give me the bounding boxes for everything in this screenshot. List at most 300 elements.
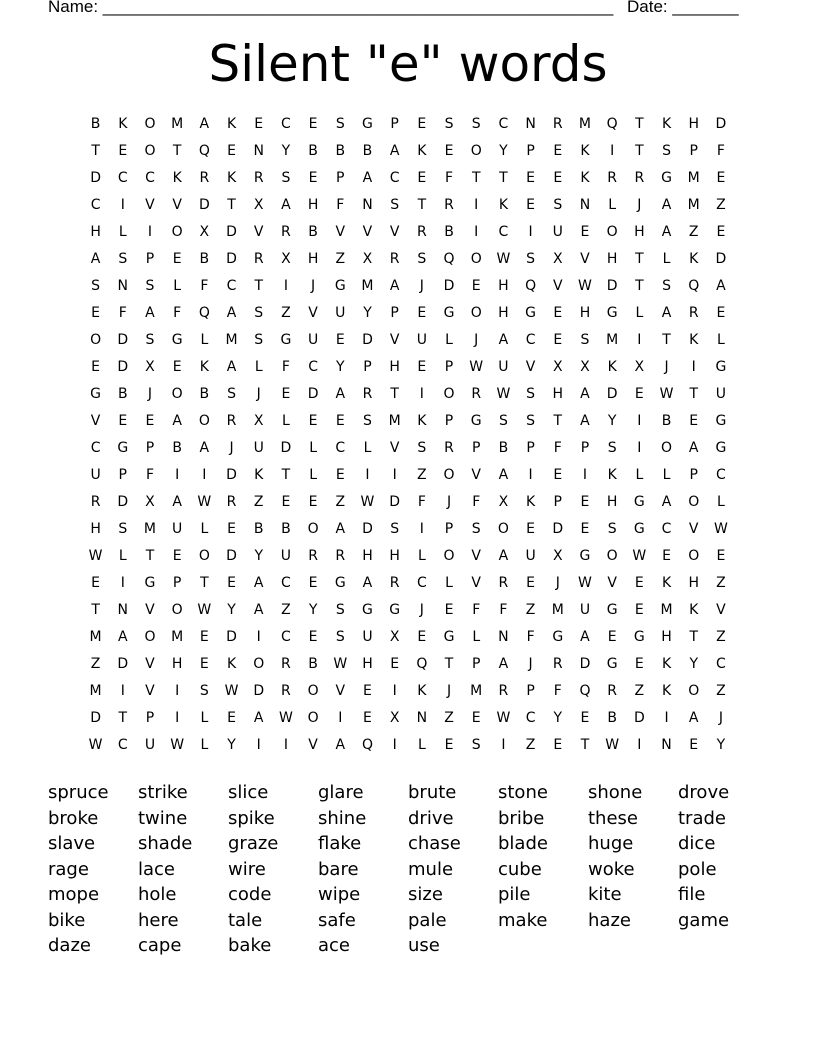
- grid-letter[interactable]: I: [202, 467, 207, 483]
- grid-letter[interactable]: G: [443, 629, 455, 645]
- grid-letter[interactable]: V: [172, 197, 182, 213]
- grid-letter[interactable]: Y: [689, 656, 698, 672]
- grid-letter[interactable]: C: [416, 575, 427, 591]
- grid-letter[interactable]: O: [307, 521, 319, 537]
- grid-letter[interactable]: J: [229, 440, 234, 456]
- grid-letter[interactable]: W: [578, 575, 592, 591]
- grid-letter[interactable]: I: [637, 440, 642, 456]
- grid-letter[interactable]: R: [226, 413, 237, 429]
- grid-letter[interactable]: H: [552, 386, 564, 402]
- grid-letter[interactable]: Z: [253, 494, 264, 510]
- grid-letter[interactable]: L: [472, 629, 481, 645]
- grid-letter[interactable]: E: [281, 494, 291, 510]
- grid-letter[interactable]: G: [171, 332, 183, 348]
- grid-letter[interactable]: Z: [525, 737, 536, 753]
- grid-letter[interactable]: G: [633, 629, 645, 645]
- grid-letter[interactable]: G: [362, 602, 373, 618]
- grid-letter[interactable]: R: [444, 197, 454, 213]
- grid-letter[interactable]: M: [606, 332, 619, 348]
- grid-letter[interactable]: I: [474, 197, 479, 213]
- grid-letter[interactable]: D: [90, 170, 101, 186]
- grid-letter[interactable]: D: [226, 224, 237, 240]
- grid-letter[interactable]: P: [689, 467, 698, 483]
- grid-letter[interactable]: U: [498, 359, 509, 375]
- grid-letter[interactable]: K: [526, 494, 536, 510]
- grid-letter[interactable]: I: [501, 737, 506, 753]
- grid-letter[interactable]: D: [633, 710, 645, 726]
- grid-letter[interactable]: K: [580, 143, 590, 159]
- grid-letter[interactable]: N: [253, 143, 264, 159]
- grid-letter[interactable]: E: [118, 413, 128, 429]
- grid-letter[interactable]: T: [417, 197, 427, 213]
- grid-letter[interactable]: P: [580, 440, 590, 456]
- grid-letter[interactable]: O: [688, 548, 700, 564]
- grid-letter[interactable]: R: [308, 548, 318, 564]
- grid-letter[interactable]: H: [634, 224, 645, 240]
- grid-letter[interactable]: E: [118, 143, 128, 159]
- grid-letter[interactable]: E: [172, 548, 182, 564]
- grid-letter[interactable]: X: [389, 629, 400, 645]
- grid-letter[interactable]: R: [634, 170, 645, 186]
- grid-letter[interactable]: N: [362, 197, 373, 213]
- grid-letter[interactable]: L: [173, 278, 182, 294]
- grid-letter[interactable]: R: [335, 548, 346, 564]
- grid-letter[interactable]: G: [117, 440, 129, 456]
- grid-letter[interactable]: F: [445, 170, 454, 186]
- grid-letter[interactable]: O: [470, 305, 482, 321]
- grid-letter[interactable]: K: [607, 359, 617, 375]
- grid-letter[interactable]: V: [389, 440, 400, 456]
- grid-letter[interactable]: E: [254, 116, 264, 132]
- grid-letter[interactable]: H: [606, 251, 618, 267]
- grid-letter[interactable]: P: [526, 683, 535, 699]
- grid-letter[interactable]: F: [281, 359, 290, 375]
- grid-letter[interactable]: R: [389, 575, 400, 591]
- grid-letter[interactable]: S: [199, 683, 209, 699]
- grid-letter[interactable]: M: [470, 683, 483, 699]
- grid-letter[interactable]: X: [389, 710, 400, 726]
- grid-letter[interactable]: I: [664, 710, 669, 726]
- grid-letter[interactable]: D: [307, 386, 319, 402]
- grid-letter[interactable]: D: [715, 116, 727, 132]
- grid-letter[interactable]: O: [307, 710, 319, 726]
- grid-letter[interactable]: E: [553, 170, 563, 186]
- grid-letter[interactable]: Q: [361, 737, 373, 753]
- grid-letter[interactable]: N: [579, 197, 591, 213]
- grid-letter[interactable]: Z: [335, 251, 346, 267]
- grid-letter[interactable]: I: [528, 467, 533, 483]
- grid-letter[interactable]: U: [144, 737, 156, 753]
- grid-letter[interactable]: E: [526, 170, 536, 186]
- grid-letter[interactable]: G: [606, 602, 618, 618]
- grid-letter[interactable]: X: [253, 197, 264, 213]
- grid-letter[interactable]: E: [444, 602, 454, 618]
- grid-letter[interactable]: M: [225, 332, 238, 348]
- grid-letter[interactable]: O: [661, 440, 673, 456]
- grid-letter[interactable]: W: [333, 656, 348, 672]
- grid-letter[interactable]: X: [145, 494, 155, 510]
- grid-letter[interactable]: F: [499, 602, 508, 618]
- grid-letter[interactable]: I: [691, 359, 696, 375]
- grid-letter[interactable]: S: [607, 521, 617, 537]
- grid-letter[interactable]: S: [553, 197, 563, 213]
- grid-letter[interactable]: Z: [335, 494, 346, 510]
- grid-letter[interactable]: E: [308, 413, 318, 429]
- grid-letter[interactable]: E: [553, 332, 563, 348]
- grid-letter[interactable]: T: [580, 737, 590, 753]
- grid-letter[interactable]: Q: [443, 251, 455, 267]
- grid-letter[interactable]: A: [253, 710, 264, 726]
- grid-letter[interactable]: S: [363, 413, 372, 429]
- grid-letter[interactable]: B: [199, 251, 210, 267]
- grid-letter[interactable]: S: [526, 386, 536, 402]
- grid-letter[interactable]: T: [281, 467, 291, 483]
- grid-letter[interactable]: I: [637, 737, 642, 753]
- grid-letter[interactable]: V: [90, 413, 101, 429]
- grid-letter[interactable]: T: [689, 629, 698, 645]
- grid-letter[interactable]: V: [253, 224, 264, 240]
- grid-letter[interactable]: E: [417, 359, 427, 375]
- date-field-line[interactable]: Date: _______: [627, 0, 739, 16]
- grid-letter[interactable]: C: [498, 116, 509, 132]
- grid-letter[interactable]: E: [417, 170, 427, 186]
- grid-letter[interactable]: L: [445, 332, 453, 348]
- grid-letter[interactable]: S: [471, 521, 481, 537]
- grid-letter[interactable]: E: [580, 494, 590, 510]
- grid-letter[interactable]: E: [308, 629, 318, 645]
- grid-letter[interactable]: O: [688, 494, 700, 510]
- grid-letter[interactable]: P: [118, 467, 127, 483]
- grid-letter[interactable]: L: [662, 467, 671, 483]
- grid-letter[interactable]: S: [145, 332, 155, 348]
- grid-letter[interactable]: R: [281, 224, 291, 240]
- grid-letter[interactable]: P: [390, 305, 399, 321]
- grid-letter[interactable]: I: [175, 710, 180, 726]
- grid-letter[interactable]: J: [419, 278, 424, 294]
- grid-letter[interactable]: S: [145, 278, 155, 294]
- grid-letter[interactable]: S: [118, 251, 128, 267]
- grid-letter[interactable]: F: [472, 494, 481, 510]
- grid-letter[interactable]: D: [226, 251, 237, 267]
- grid-letter[interactable]: W: [496, 386, 511, 402]
- grid-letter[interactable]: D: [253, 683, 265, 699]
- grid-letter[interactable]: G: [633, 494, 645, 510]
- grid-letter[interactable]: K: [417, 143, 427, 159]
- grid-letter[interactable]: P: [553, 494, 562, 510]
- grid-letter[interactable]: S: [498, 413, 508, 429]
- grid-letter[interactable]: R: [688, 305, 699, 321]
- grid-letter[interactable]: D: [226, 629, 237, 645]
- grid-letter[interactable]: D: [606, 278, 618, 294]
- grid-letter[interactable]: W: [496, 251, 511, 267]
- grid-letter[interactable]: V: [688, 521, 699, 537]
- grid-letter[interactable]: S: [254, 305, 264, 321]
- grid-letter[interactable]: A: [335, 737, 346, 753]
- grid-letter[interactable]: K: [199, 359, 209, 375]
- grid-letter[interactable]: C: [498, 224, 509, 240]
- grid-letter[interactable]: T: [200, 575, 209, 591]
- grid-letter[interactable]: W: [659, 386, 674, 402]
- grid-letter[interactable]: O: [443, 386, 455, 402]
- grid-letter[interactable]: X: [498, 494, 509, 510]
- grid-letter[interactable]: S: [227, 386, 236, 402]
- grid-letter[interactable]: D: [443, 278, 455, 294]
- grid-letter[interactable]: K: [498, 197, 508, 213]
- grid-letter[interactable]: W: [170, 737, 185, 753]
- grid-letter[interactable]: H: [389, 359, 400, 375]
- grid-letter[interactable]: L: [662, 251, 671, 267]
- grid-letter[interactable]: V: [308, 737, 318, 753]
- grid-letter[interactable]: O: [171, 386, 183, 402]
- grid-letter[interactable]: W: [605, 737, 620, 753]
- grid-letter[interactable]: A: [362, 170, 373, 186]
- grid-letter[interactable]: W: [197, 494, 212, 510]
- grid-letter[interactable]: L: [608, 197, 617, 213]
- grid-letter[interactable]: X: [362, 251, 373, 267]
- grid-letter[interactable]: D: [715, 251, 727, 267]
- grid-letter[interactable]: E: [471, 278, 481, 294]
- grid-letter[interactable]: R: [226, 494, 237, 510]
- grid-letter[interactable]: V: [525, 359, 536, 375]
- grid-letter[interactable]: Y: [716, 737, 726, 753]
- grid-letter[interactable]: W: [578, 278, 592, 294]
- grid-letter[interactable]: A: [688, 710, 699, 726]
- grid-letter[interactable]: E: [580, 224, 590, 240]
- grid-letter[interactable]: A: [253, 575, 264, 591]
- grid-letter[interactable]: H: [688, 575, 699, 591]
- grid-letter[interactable]: E: [91, 305, 101, 321]
- grid-letter[interactable]: U: [552, 224, 563, 240]
- grid-letter[interactable]: J: [446, 683, 452, 699]
- grid-letter[interactable]: I: [392, 467, 397, 483]
- grid-letter[interactable]: S: [444, 116, 454, 132]
- grid-letter[interactable]: H: [579, 305, 591, 321]
- grid-letter[interactable]: Y: [607, 413, 617, 429]
- grid-letter[interactable]: K: [607, 467, 617, 483]
- grid-letter[interactable]: I: [283, 278, 288, 294]
- grid-letter[interactable]: Z: [281, 305, 291, 321]
- grid-letter[interactable]: R: [416, 224, 427, 240]
- grid-letter[interactable]: E: [716, 548, 726, 564]
- grid-letter[interactable]: S: [118, 521, 128, 537]
- grid-letter[interactable]: P: [444, 521, 454, 537]
- grid-letter[interactable]: G: [334, 575, 346, 591]
- grid-letter[interactable]: E: [580, 521, 590, 537]
- grid-letter[interactable]: R: [281, 656, 291, 672]
- grid-letter[interactable]: S: [335, 629, 345, 645]
- grid-letter[interactable]: P: [471, 440, 481, 456]
- grid-letter[interactable]: L: [282, 413, 290, 429]
- grid-letter[interactable]: G: [715, 359, 727, 375]
- grid-letter[interactable]: B: [172, 440, 182, 456]
- grid-letter[interactable]: I: [637, 332, 642, 348]
- grid-letter[interactable]: E: [308, 116, 318, 132]
- grid-letter[interactable]: R: [281, 683, 291, 699]
- grid-letter[interactable]: P: [145, 710, 155, 726]
- grid-letter[interactable]: J: [419, 602, 424, 618]
- grid-letter[interactable]: I: [256, 629, 261, 645]
- grid-letter[interactable]: T: [91, 143, 100, 159]
- grid-letter[interactable]: X: [199, 224, 210, 240]
- grid-letter[interactable]: I: [147, 224, 153, 240]
- grid-letter[interactable]: L: [200, 332, 209, 348]
- grid-letter[interactable]: B: [308, 143, 318, 159]
- grid-letter[interactable]: C: [525, 332, 536, 348]
- grid-letter[interactable]: N: [117, 602, 129, 618]
- grid-letter[interactable]: G: [715, 440, 727, 456]
- grid-letter[interactable]: J: [664, 359, 669, 375]
- grid-letter[interactable]: U: [525, 548, 536, 564]
- grid-letter[interactable]: E: [363, 710, 372, 726]
- name-field-line[interactable]: Name: ______________________________________________________: [48, 0, 614, 16]
- grid-letter[interactable]: E: [716, 224, 726, 240]
- grid-letter[interactable]: K: [118, 116, 128, 132]
- grid-letter[interactable]: M: [143, 521, 157, 537]
- grid-letter[interactable]: O: [253, 656, 265, 672]
- grid-letter[interactable]: O: [497, 521, 509, 537]
- grid-letter[interactable]: C: [117, 737, 128, 753]
- grid-letter[interactable]: T: [553, 413, 563, 429]
- grid-letter[interactable]: G: [661, 170, 672, 186]
- grid-letter[interactable]: A: [199, 440, 210, 456]
- grid-letter[interactable]: O: [470, 251, 482, 267]
- grid-letter[interactable]: B: [117, 386, 128, 402]
- grid-letter[interactable]: M: [89, 629, 102, 645]
- grid-letter[interactable]: F: [145, 467, 154, 483]
- grid-letter[interactable]: V: [335, 224, 346, 240]
- grid-letter[interactable]: E: [526, 575, 536, 591]
- grid-letter[interactable]: C: [281, 575, 291, 591]
- grid-letter[interactable]: F: [118, 305, 127, 321]
- grid-letter[interactable]: D: [579, 656, 591, 672]
- grid-letter[interactable]: I: [283, 737, 288, 753]
- grid-letter[interactable]: E: [689, 737, 699, 753]
- grid-letter[interactable]: E: [227, 710, 236, 726]
- grid-letter[interactable]: E: [335, 332, 345, 348]
- grid-letter[interactable]: A: [661, 197, 672, 213]
- grid-letter[interactable]: V: [145, 656, 155, 672]
- grid-letter[interactable]: G: [362, 116, 373, 132]
- grid-letter[interactable]: O: [688, 683, 700, 699]
- grid-letter[interactable]: B: [308, 224, 318, 240]
- grid-letter[interactable]: S: [471, 116, 481, 132]
- grid-letter[interactable]: A: [688, 440, 699, 456]
- grid-letter[interactable]: Y: [499, 143, 508, 159]
- grid-letter[interactable]: E: [172, 359, 182, 375]
- grid-letter[interactable]: S: [91, 278, 101, 294]
- grid-letter[interactable]: R: [607, 170, 618, 186]
- grid-letter[interactable]: Z: [525, 602, 536, 618]
- grid-letter[interactable]: P: [172, 575, 182, 591]
- grid-letter[interactable]: A: [199, 116, 210, 132]
- grid-letter[interactable]: S: [417, 440, 427, 456]
- grid-letter[interactable]: V: [716, 602, 726, 618]
- grid-letter[interactable]: A: [226, 305, 237, 321]
- grid-letter[interactable]: H: [389, 548, 400, 564]
- grid-letter[interactable]: Y: [227, 602, 236, 618]
- grid-letter[interactable]: Z: [716, 629, 726, 645]
- grid-letter[interactable]: C: [389, 170, 400, 186]
- grid-letter[interactable]: J: [555, 575, 560, 591]
- grid-letter[interactable]: Z: [688, 224, 699, 240]
- grid-letter[interactable]: C: [716, 467, 726, 483]
- grid-letter[interactable]: Q: [688, 278, 700, 294]
- grid-letter[interactable]: Q: [579, 683, 591, 699]
- grid-letter[interactable]: I: [175, 467, 180, 483]
- grid-letter[interactable]: D: [280, 440, 292, 456]
- grid-letter[interactable]: E: [580, 710, 590, 726]
- grid-letter[interactable]: A: [226, 359, 237, 375]
- grid-letter[interactable]: Y: [553, 710, 563, 726]
- grid-letter[interactable]: I: [392, 683, 397, 699]
- grid-letter[interactable]: Q: [198, 143, 210, 159]
- grid-letter[interactable]: N: [416, 710, 428, 726]
- grid-letter[interactable]: M: [660, 602, 673, 618]
- grid-letter[interactable]: B: [444, 224, 454, 240]
- grid-letter[interactable]: Q: [606, 116, 618, 132]
- grid-letter[interactable]: C: [145, 170, 155, 186]
- grid-letter[interactable]: V: [471, 575, 481, 591]
- grid-letter[interactable]: O: [144, 143, 156, 159]
- grid-letter[interactable]: G: [606, 656, 618, 672]
- grid-letter[interactable]: Z: [716, 197, 726, 213]
- grid-letter[interactable]: F: [336, 197, 345, 213]
- grid-letter[interactable]: S: [607, 440, 617, 456]
- grid-letter[interactable]: T: [635, 116, 644, 132]
- grid-letter[interactable]: D: [117, 359, 129, 375]
- grid-letter[interactable]: P: [145, 251, 155, 267]
- grid-letter[interactable]: M: [89, 683, 102, 699]
- grid-letter[interactable]: C: [281, 116, 291, 132]
- grid-letter[interactable]: B: [498, 440, 509, 456]
- grid-letter[interactable]: P: [471, 656, 481, 672]
- grid-letter[interactable]: W: [469, 359, 484, 375]
- grid-letter[interactable]: U: [90, 467, 101, 483]
- grid-letter[interactable]: I: [419, 386, 424, 402]
- grid-letter[interactable]: F: [716, 143, 725, 159]
- grid-letter[interactable]: G: [443, 305, 455, 321]
- grid-letter[interactable]: L: [309, 467, 317, 483]
- grid-letter[interactable]: K: [661, 683, 672, 699]
- grid-letter[interactable]: P: [689, 143, 698, 159]
- grid-letter[interactable]: E: [553, 737, 563, 753]
- grid-letter[interactable]: S: [417, 251, 427, 267]
- grid-letter[interactable]: B: [199, 386, 210, 402]
- grid-letter[interactable]: V: [471, 548, 481, 564]
- grid-letter[interactable]: O: [144, 116, 156, 132]
- grid-letter[interactable]: U: [579, 602, 591, 618]
- grid-letter[interactable]: L: [254, 359, 263, 375]
- grid-letter[interactable]: C: [525, 710, 536, 726]
- grid-letter[interactable]: Y: [336, 359, 345, 375]
- grid-letter[interactable]: Z: [90, 656, 101, 672]
- grid-letter[interactable]: M: [578, 116, 592, 132]
- grid-letter[interactable]: I: [120, 683, 125, 699]
- grid-letter[interactable]: E: [417, 305, 427, 321]
- grid-letter[interactable]: S: [390, 521, 400, 537]
- grid-letter[interactable]: O: [171, 224, 183, 240]
- grid-letter[interactable]: N: [498, 629, 509, 645]
- grid-letter[interactable]: D: [117, 332, 129, 348]
- grid-letter[interactable]: A: [716, 278, 726, 294]
- grid-letter[interactable]: W: [360, 494, 375, 510]
- grid-letter[interactable]: G: [90, 386, 102, 402]
- grid-letter[interactable]: G: [579, 548, 591, 564]
- grid-letter[interactable]: D: [606, 386, 618, 402]
- grid-letter[interactable]: M: [388, 413, 401, 429]
- grid-letter[interactable]: E: [526, 521, 536, 537]
- grid-letter[interactable]: M: [171, 116, 184, 132]
